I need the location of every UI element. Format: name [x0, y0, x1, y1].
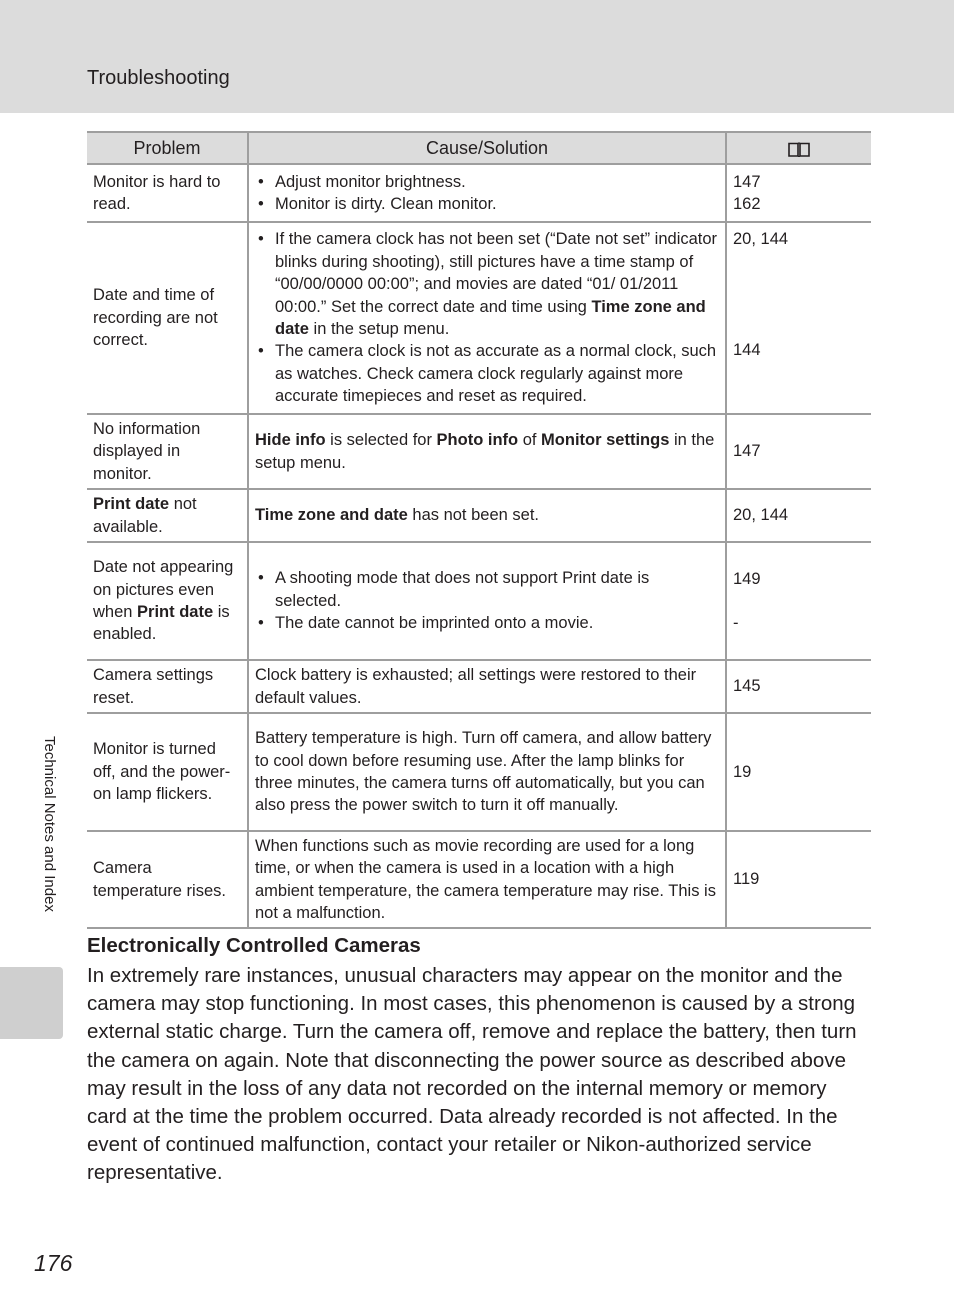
header-band [0, 0, 954, 113]
cause-bullet [255, 228, 719, 340]
page-number: 176 [34, 1250, 73, 1276]
cause-text: in the setup menu. [255, 431, 715, 472]
page-reference: 144 [733, 341, 761, 360]
problem-cell: Monitor is turned off, and the power-on lamp flickers. [87, 713, 248, 831]
menu-item-name: Time zone and date [255, 506, 408, 525]
table-row [87, 660, 871, 713]
troubleshooting-table [87, 131, 871, 929]
reference-cell: 145 [726, 660, 871, 713]
cause-cell: Battery temperature is high. Turn off camera, and allow battery to cool down before resuming use. After the lamp blinks for three minutes, the camera turns off automatically, but you can also press the power switch to turn it off manually. [248, 713, 726, 831]
reference-cell: 119 [726, 831, 871, 928]
problem-cell: Camera settings reset. [87, 660, 248, 713]
reference-cell: 19 [726, 713, 871, 831]
menu-item-name: Time zone and date [275, 297, 706, 338]
cause-text: in the setup menu. [308, 320, 450, 338]
table-row [87, 414, 871, 489]
problem-text: not available. [93, 495, 197, 536]
cause-cell [248, 414, 726, 489]
section-tab-marker [0, 967, 63, 1039]
cause-cell [248, 542, 726, 660]
cause-cell [248, 489, 726, 542]
cause-text: is selected for [325, 431, 437, 450]
cause-cell: Clock battery is exhausted; all settings were restored to their default values. [248, 660, 726, 713]
cause-cell [248, 222, 726, 414]
reference-cell [726, 164, 871, 222]
cause-bullet: • A shooting mode that does not support Print date is selected. [255, 567, 719, 612]
menu-item-name: Print date [137, 603, 214, 621]
problem-cell: Date and time of recording are not correct. [87, 222, 248, 414]
problem-cell [87, 489, 248, 542]
page-header-title: Troubleshooting [87, 67, 230, 89]
menu-item-name: Photo info [436, 431, 519, 450]
problem-text: is enabled. [93, 603, 230, 644]
page-reference: 147 [733, 172, 761, 191]
page-reference: 149 [733, 569, 761, 588]
menu-item-name: Hide info [255, 431, 326, 450]
reference-cell: 147 [726, 414, 871, 489]
cause-bullet: • The date cannot be imprinted onto a movie. [255, 612, 719, 634]
table-row [87, 542, 871, 660]
problem-cell: Monitor is hard to read. [87, 164, 248, 222]
section-body-text: In extremely rare instances, unusual characters may appear on the monitor and the camera may stop functioning. In most cases, this phenomenon is caused by a strong external static charge. Turn the camera off, remove and replace the battery, then turn the camera on again. Note that disconnecting the power source as described above may result in the loss of any data not recorded on the internal memory or memory card at the time the problem occurred. Data already recorded is not affected. In the event of continued malfunction, contact your retailer or Nikon-authorized service representative. [87, 964, 857, 1185]
page-reference: 162 [733, 195, 761, 213]
cause-bullet: • Monitor is dirty. Clean monitor. [255, 193, 719, 215]
page-reference: 20, 144 [733, 230, 789, 248]
page-reference: - [733, 614, 739, 632]
cause-bullet: • The camera clock is not as accurate as a normal clock, such as watches. Check camera clock regularly against more accurate timepieces and reset as required. [255, 340, 719, 407]
section-heading: Electronically Controlled Cameras [87, 934, 421, 957]
cause-text: If the camera clock has not been set (“Date not set” indicator blinks during shooting), still pictures have a time stamp of “00/00/0000 00:00”; and movies are dated “01/ 01/2011 00:00.” Set the correct date and time using [275, 230, 718, 316]
cause-cell: When functions such as movie recording are used for a long time, or when the camera is used in a location with a high ambient temperature, the camera temperature may rise. This is not a malfunction. [248, 831, 726, 928]
reference-cell [726, 222, 871, 414]
table-row [87, 831, 871, 928]
table-row [87, 713, 871, 831]
table-row [87, 164, 871, 222]
table-row [87, 489, 871, 542]
cause-text: of [518, 431, 542, 450]
cause-bullet: • Adjust monitor brightness. [255, 171, 719, 193]
problem-cell: No information displayed in monitor. [87, 414, 248, 489]
book-icon [788, 142, 810, 157]
problem-cell [87, 542, 248, 660]
problem-cell: Camera temperature rises. [87, 831, 248, 928]
table-header-row [87, 132, 871, 164]
column-header-reference [726, 132, 871, 164]
problem-text: Date not appearing on pictures even when [93, 558, 234, 621]
column-header-cause: Cause/Solution [248, 132, 726, 164]
reference-cell [726, 542, 871, 660]
menu-item-name: Print date [93, 495, 170, 514]
section-side-label: Technical Notes and Index [41, 736, 58, 912]
cause-text: has not been set. [407, 506, 539, 525]
reference-cell: 20, 144 [726, 489, 871, 542]
cause-cell [248, 164, 726, 222]
column-header-problem: Problem [87, 132, 248, 164]
menu-item-name: Monitor settings [541, 431, 670, 450]
table-row [87, 222, 871, 414]
